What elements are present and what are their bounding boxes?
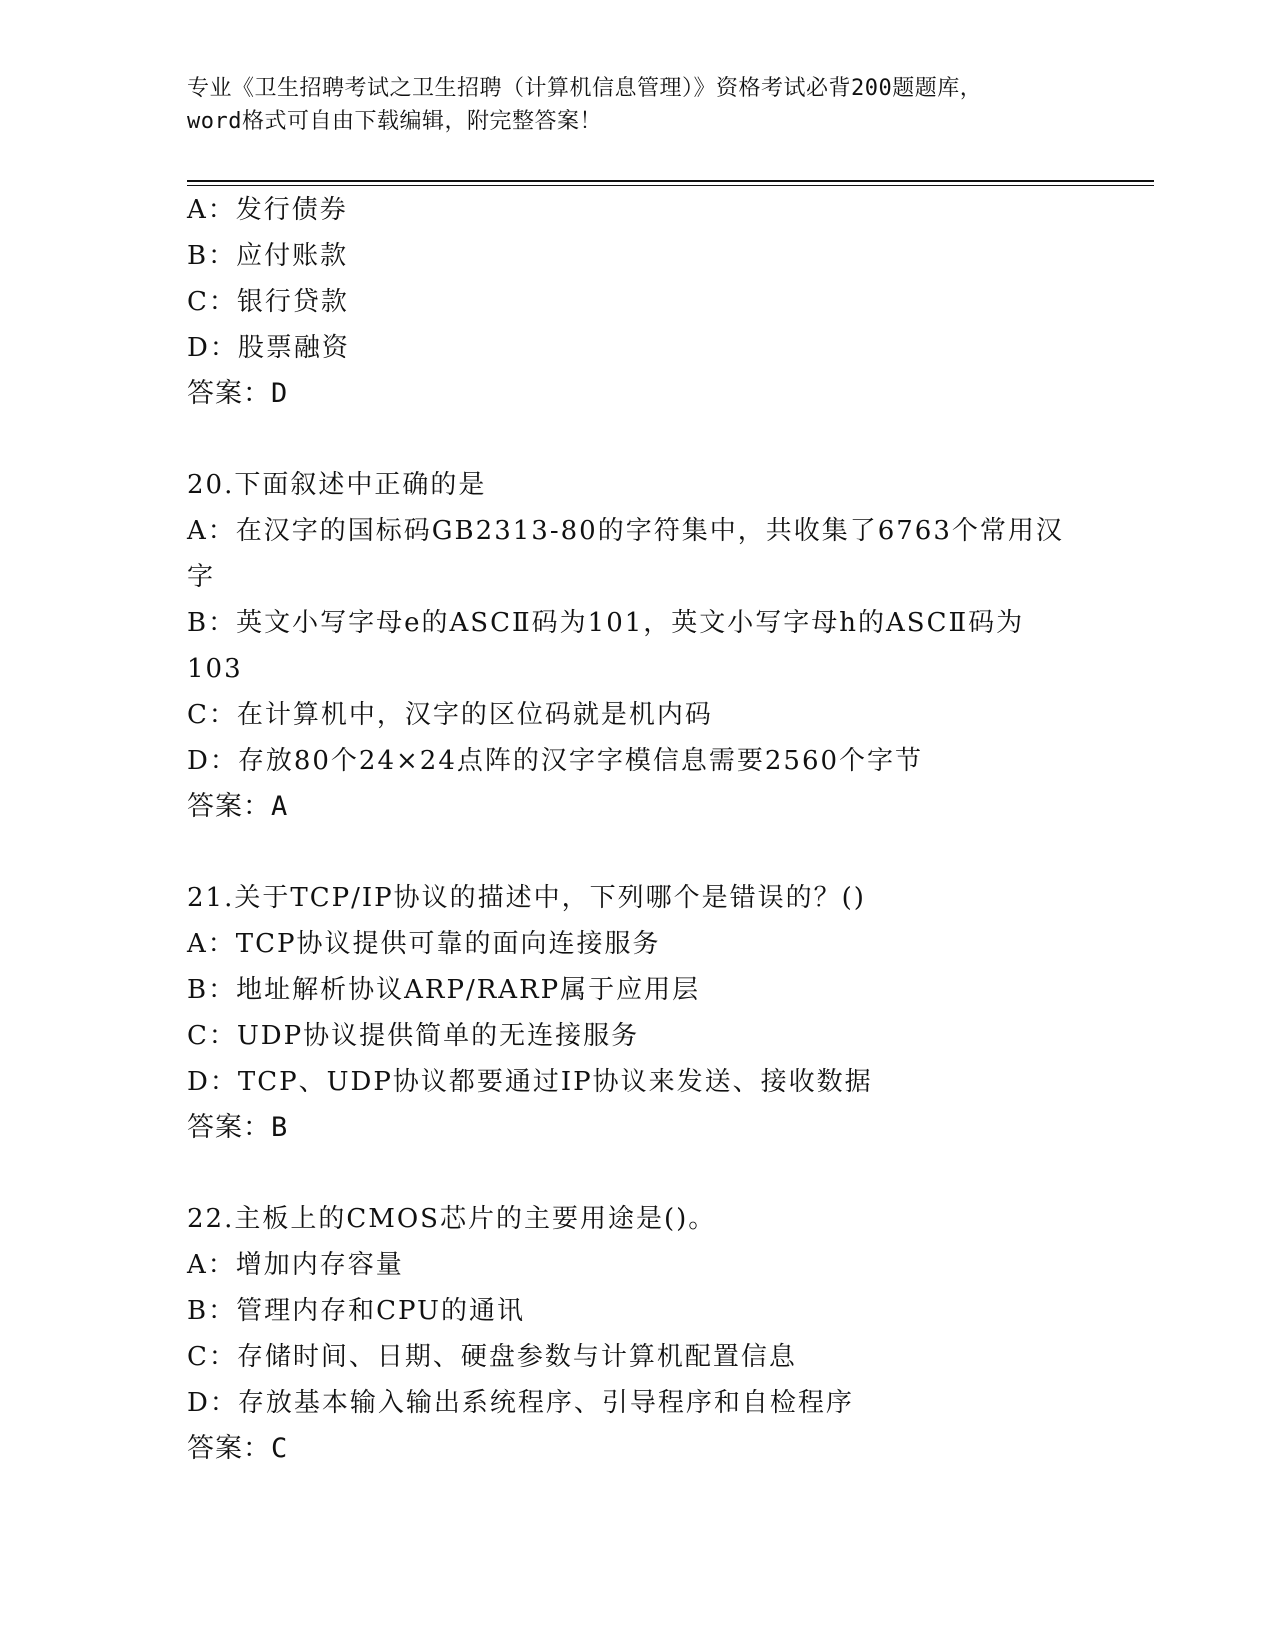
answer-line: 答案：D: [187, 378, 289, 409]
option-b: B：应付账款: [187, 241, 349, 271]
spacer: [187, 1151, 1087, 1196]
question-list: [187, 187, 1087, 1472]
option-c: C：存储时间、日期、硬盘参数与计算机配置信息: [187, 1342, 797, 1372]
header-title-line-2: word格式可自由下载编辑，附完整答案！: [187, 109, 602, 134]
option-b: B：地址解析协议ARP/RARP属于应用层: [187, 975, 701, 1005]
answer-line: 答案：C: [187, 1433, 289, 1464]
question-stem: 20.下面叙述中正确的是: [187, 470, 487, 500]
option-b-continued: 103: [187, 654, 243, 684]
option-d: D：股票融资: [187, 333, 350, 363]
spacer: [187, 830, 1087, 875]
option-a: A：发行债券: [187, 195, 348, 225]
question-block-22: [187, 1196, 1087, 1472]
question-block-19: [187, 187, 1087, 417]
header-divider-thin: [187, 185, 1154, 186]
option-a-continued: 字: [187, 562, 216, 592]
header-divider-thick: [187, 180, 1154, 182]
option-c: C：银行贷款: [187, 287, 349, 317]
answer-line: 答案：B: [187, 1112, 289, 1143]
question-stem: 21.关于TCP/IP协议的描述中，下列哪个是错误的？(): [187, 883, 866, 913]
option-a: A：TCP协议提供可靠的面向连接服务: [187, 929, 661, 959]
answer-line: 答案：A: [187, 791, 289, 822]
document-header: [187, 72, 1087, 138]
header-title-line-1: 专业《卫生招聘考试之卫生招聘（计算机信息管理）》资格考试必背200题题库，: [187, 76, 983, 101]
option-c: C：在计算机中，汉字的区位码就是机内码: [187, 700, 713, 730]
question-block-21: [187, 875, 1087, 1151]
spacer: [187, 417, 1087, 462]
option-d: D：存放基本输入输出系统程序、引导程序和自检程序: [187, 1388, 854, 1418]
option-a: A：在汉字的国标码GB2313-80的字符集中，共收集了6763个常用汉: [187, 516, 1064, 546]
question-block-20: [187, 462, 1087, 830]
question-stem: 22.主板上的CMOS芯片的主要用途是()。: [187, 1204, 717, 1234]
option-b: B：英文小写字母e的ASCⅡ码为101，英文小写字母h的ASCⅡ码为: [187, 608, 1025, 638]
option-d: D：TCP、UDP协议都要通过IP协议来发送、接收数据: [187, 1067, 873, 1097]
option-c: C：UDP协议提供简单的无连接服务: [187, 1021, 640, 1051]
option-a: A：增加内存容量: [187, 1250, 404, 1280]
option-b: B：管理内存和CPU的通讯: [187, 1296, 525, 1326]
option-d: D：存放80个24×24点阵的汉字字模信息需要2560个字节: [187, 746, 924, 776]
